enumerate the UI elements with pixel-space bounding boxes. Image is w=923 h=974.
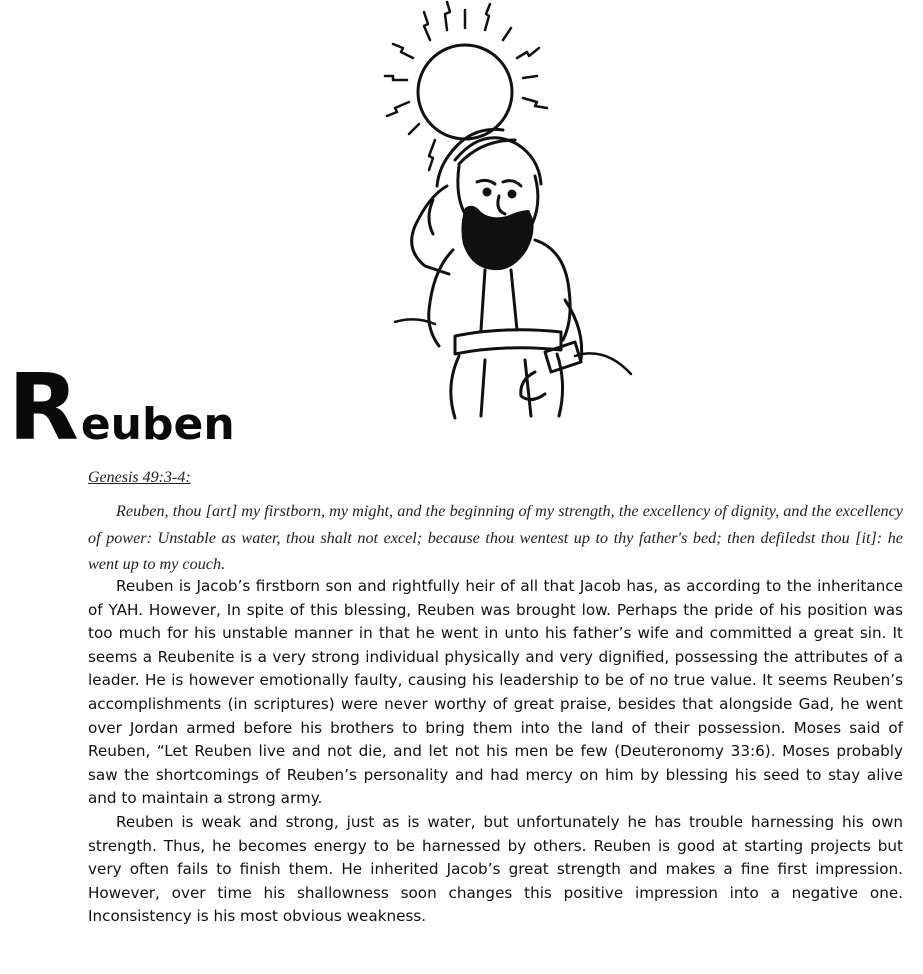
reuben-illustration	[335, 0, 635, 420]
body-text	[88, 575, 903, 929]
verse-reference: Genesis 49:3-4:	[88, 469, 191, 486]
paragraph: Reuben is weak and strong, just as is water, but unfortunately he has trouble harnessing his own strength. Thus, he becomes energy to be harnessed by others. Reuben is good at starting projects but very often fails to finish them. He inherited Jacob’s great strength and makes a fine first impression. However, over time his shallowness soon changes this positive impression into a negative one. Inconsistency is his most obvious weakness.	[88, 812, 903, 926]
sun-rays	[385, 2, 547, 170]
beard	[461, 206, 533, 270]
paragraph: Reuben is Jacob’s firstborn son and rightfully heir of all that Jacob has, as according to the inheritance of YAH. However, In spite of this blessing, Reuben was brought low. Perhaps the pride of his position was too much for his unstable manner in that he went in unto his father’s wife and committed a great sin. It seems a Reubenite is a very strong individual physically and very dignified, possessing the attributes of a leader. He is however emotionally faulty, causing his leadership to be of no true value. It seems Reuben’s accomplishments (in scriptures) were never worthy of great praise, besides that alongside Gad, he went over Jordan armed before his brothers to bring them into the land of their possession. Moses said of Reuben, “Let Reuben live and not die, and let not his men be few (Deuteronomy 33:6). Moses probably saw the shortcomings of Reuben’s personality and had mercy on him by blessing his seed to stay alive and to maintain a strong army.	[88, 577, 903, 808]
sun-icon	[418, 45, 512, 139]
page-title	[8, 354, 235, 461]
belt	[455, 330, 561, 354]
title-initial: R	[8, 354, 77, 461]
verse-quote: Reuben, thou [art] my firstborn, my might, and the beginning of my strength, the excellency of dignity, and the excellency of power: Unstable as water, thou shalt not excel; because thou wentest up to thy father's bed; then defiledst thou [it]: he went up to my couch.	[88, 502, 903, 573]
title-rest: euben	[80, 399, 235, 450]
